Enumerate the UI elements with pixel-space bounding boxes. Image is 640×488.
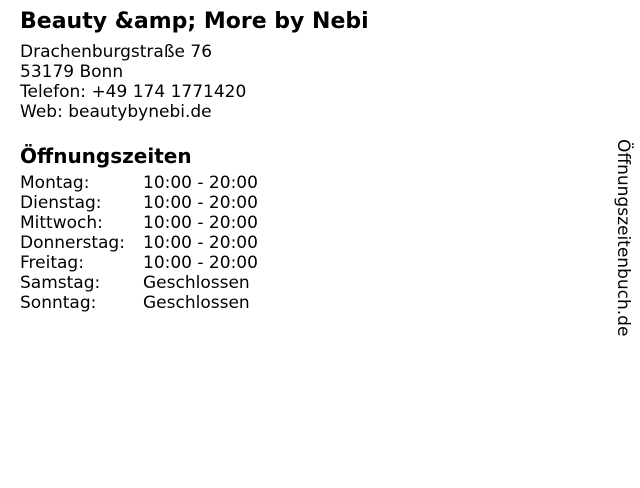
hours-row-friday — [20, 253, 258, 273]
website-url: beautybynebi.de — [68, 102, 212, 122]
hours-row-saturday — [20, 273, 258, 293]
phone-number: +49 174 1771420 — [91, 82, 247, 102]
business-info-block — [20, 42, 600, 122]
web-label: Web: — [20, 102, 63, 122]
hours-row-sunday — [20, 293, 258, 313]
hours-row-thursday — [20, 233, 258, 253]
day-hours: Geschlossen — [143, 293, 250, 313]
day-hours: 10:00 - 20:00 — [143, 213, 258, 233]
address-city: 53179 Bonn — [20, 62, 124, 82]
page-title: Beauty &amp; More by Nebi — [20, 9, 369, 34]
address-street: Drachenburgstraße 76 — [20, 42, 213, 62]
day-hours: Geschlossen — [143, 273, 250, 293]
day-hours: 10:00 - 20:00 — [143, 233, 258, 253]
day-hours: 10:00 - 20:00 — [143, 173, 258, 193]
day-label: Dienstag: — [20, 193, 102, 213]
hours-heading: Öffnungszeiten — [20, 144, 192, 168]
day-label: Montag: — [20, 173, 90, 193]
day-label: Sonntag: — [20, 293, 97, 313]
hours-table — [20, 173, 258, 313]
page-content — [0, 8, 640, 313]
hours-row-wednesday — [20, 213, 258, 233]
day-label: Mittwoch: — [20, 213, 103, 233]
day-label: Freitag: — [20, 253, 84, 273]
phone-label: Telefon: — [20, 82, 87, 102]
hours-row-tuesday — [20, 193, 258, 213]
day-hours: 10:00 - 20:00 — [143, 193, 258, 213]
day-hours: 10:00 - 20:00 — [143, 253, 258, 273]
watermark-site-link[interactable]: Öffnungszeitenbuch.de — [613, 139, 633, 337]
hours-row-monday — [20, 173, 258, 193]
day-label: Donnerstag: — [20, 233, 125, 253]
day-label: Samstag: — [20, 273, 101, 293]
